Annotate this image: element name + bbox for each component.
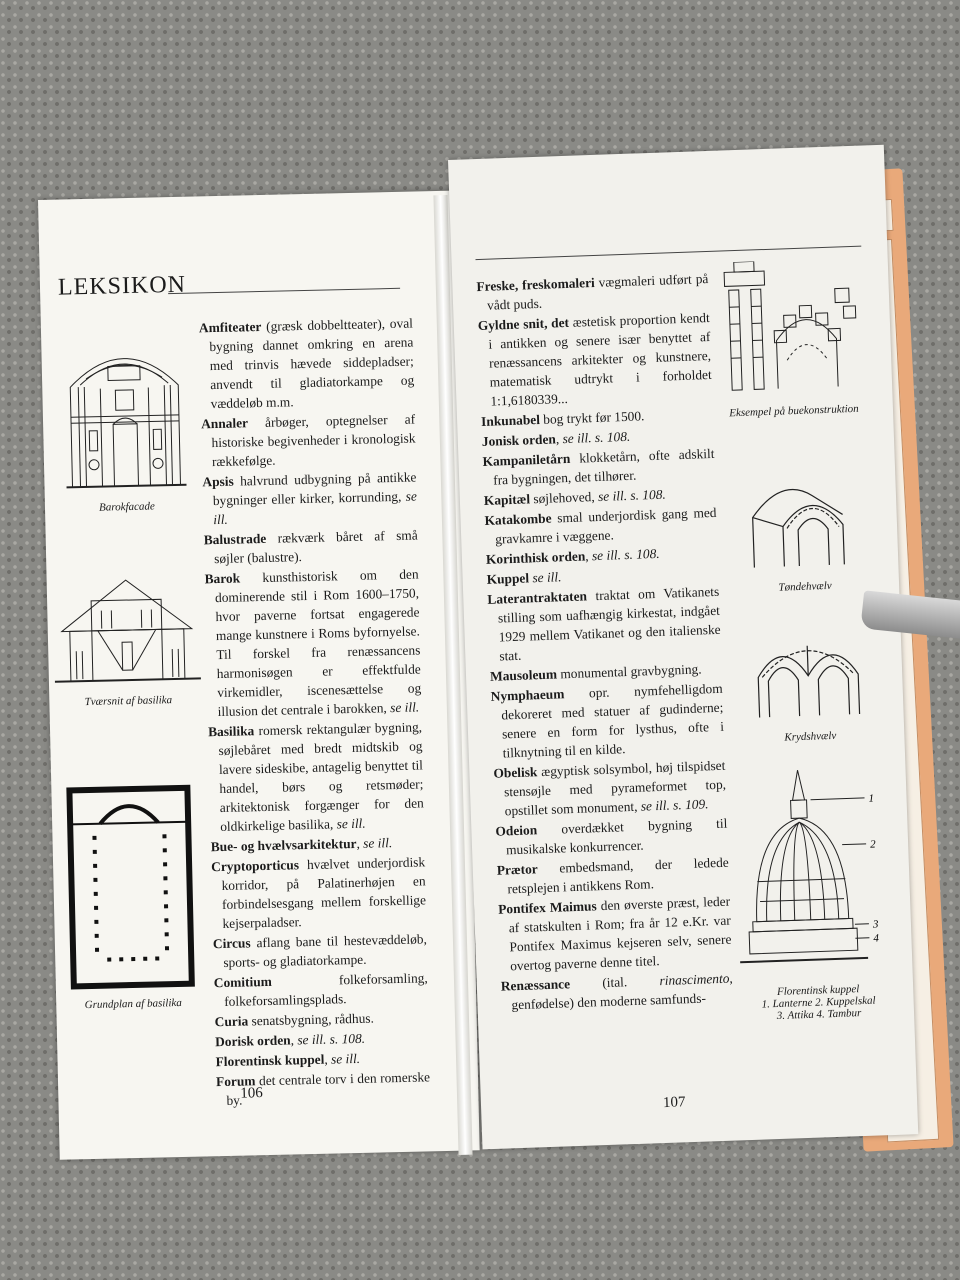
page-number-left: 106 <box>240 1085 264 1102</box>
figure-basilika-grundplan <box>63 782 198 1012</box>
toendehvaelv-illustration <box>741 464 865 578</box>
entry-inkunabel: Inkunabel bog trykt før 1500. <box>480 408 645 429</box>
figure-florentinsk-kuppel <box>731 757 898 1023</box>
entry-forum: Forum det centrale torv i den romerske by. <box>215 1069 431 1108</box>
legend-florentinsk-kuppel-2: 3. Attika 4. Tambur <box>776 1007 862 1023</box>
figure-toendehvaelv <box>741 464 865 595</box>
caption-barokfacade: Barokfacade <box>98 500 156 514</box>
right-entries <box>476 269 734 1016</box>
entry-comitium: Comitium folkeforsamling, folkeforsamlingsplads. <box>213 970 428 1009</box>
entry-nymphaeum: Nymphaeum opr. nymfehelligdom dekoreret med statuer af gudinderne; senere en form for lysthus, ofte i tilknytning til en kilde. <box>490 680 725 761</box>
page-heading: LEKSIKON <box>57 271 187 301</box>
florentinsk-kuppel-illustration <box>731 757 897 982</box>
callout-1: 1 <box>868 792 875 805</box>
entry-obelisk: Obelisk ægyptisk solsymbol, høj tilspidset stensøjle med pyrameformet top, opstillet som monument, se ill. s. 109. <box>493 757 727 819</box>
caption-buekonstruktion: Eksempel på buekonstruktion <box>729 402 859 420</box>
entry-florentinsk-kuppel: Florentinsk kuppel, se ill. <box>215 1050 361 1070</box>
heading-rule-right <box>475 246 861 260</box>
callout-4: 4 <box>873 932 880 945</box>
buekonstruktion-illustration <box>714 258 869 403</box>
entry-katakombe: Katakombe smal underjordisk gang med gravkamre i væggene. <box>484 504 717 547</box>
entry-mausoleum: Mausoleum monumental gravbygning. <box>489 661 702 684</box>
entry-renaessance: Renæssance (ital. rinascimento, genfødelse) den moderne samfunds- <box>500 970 733 1013</box>
entry-kuppel: Kuppel se ill. <box>486 569 562 587</box>
callout-3: 3 <box>872 918 879 931</box>
caption-krydshvaelv: Krydshvælv <box>784 729 837 744</box>
heading-rule <box>168 288 400 294</box>
entry-kapitael: Kapitæl søjlehoved, se ill. s. 108. <box>483 486 666 508</box>
entry-cryptoporticus: Cryptoporticus hvælvet underjordisk korridor, på Palatinerhøjen en forbindelsesgang mellem forskellige kejserpaladser. <box>211 854 427 931</box>
entry-curia: Curia senatsbygning, rådhus. <box>214 1010 375 1030</box>
entry-pontifex: Pontifex Maimus den øverste præst, leder af statskulten i Rom; fra år 12 e.Kr. var Pontifex Maximus kejseren selv, senere overtog paverne denne titel. <box>497 893 732 974</box>
entry-circus: Circus aflang bane til hestevæddeløb, sports- og gladiatorkampe. <box>212 931 428 970</box>
figure-barokfacade <box>59 325 191 515</box>
entry-basilika: Basilika romersk rektangulær bygning, søjlebåret med bredt midtskib og lavere sideskibe, antagelig benyttet til handel, børs og retsmøder; arkitektonisk forgænger for den oldkirkelige basilika, se ill. <box>207 719 424 835</box>
caption-basilika-grundplan: Grundplan af basilika <box>84 996 182 1012</box>
entry-amfiteater: Amfiteater (græsk dobbeltteater), oval bygning dannet omkring en arena med trinvis hævede siddepladser; anvendt til gladiatorkampe og væddeløb m.m. <box>198 315 415 412</box>
entry-praetor: Prætor embedsmand, der ledede retsplejen i antikkens Rom. <box>496 854 729 897</box>
legend-florentinsk-kuppel-1: 1. Lanterne 2. Kuppelskal <box>761 994 876 1011</box>
caption-basilika-tvaersnit: Tværsnit af basilika <box>84 694 173 709</box>
entry-gyldne-snit: Gyldne snit, det æstetisk proportion kendt i antikken og senere især benyttet af renæssancens arkitekter og kunstnere, matematisk udtrykt i forholdet 1:1,6180339... <box>477 309 712 409</box>
left-entries <box>199 314 431 1112</box>
left-page <box>38 190 480 1159</box>
entry-dorisk-orden: Dorisk orden, se ill. s. 108. <box>214 1030 366 1050</box>
right-page <box>448 145 918 1150</box>
callout-2: 2 <box>869 838 876 851</box>
caption-florentinsk-kuppel: Florentinsk kuppel <box>776 983 860 999</box>
entry-odeion: Odeion overdækket bygning til musikalske konkurrencer. <box>495 815 728 858</box>
entry-laterantraktaten: Laterantraktaten traktat om Vatikanets stilling som uafhængig kirkestat, indgået 1929 mellem Vatikanet og den italienske stat. <box>487 583 721 664</box>
entry-balustrade: Balustrade rækværk båret af små søjler (balustre). <box>203 527 418 567</box>
krydshvaelv-illustration <box>746 614 870 728</box>
basilika-grundplan-illustration <box>63 782 198 995</box>
entry-jonisk-orden: Jonisk orden, se ill. s. 108. <box>481 428 631 449</box>
entry-bue-hvaelv: Bue- og hvælvsarkitektur, se ill. <box>210 835 393 855</box>
entry-freske: Freske, freskomaleri vægmaleri udført på vådt puds. <box>476 270 709 313</box>
figure-buekonstruktion <box>714 258 869 420</box>
entry-korinthisk-orden: Korinthisk orden, se ill. s. 108. <box>485 545 660 567</box>
entry-apsis: Apsis halvrund udbygning på antikke bygninger eller kirker, korrunding, se ill. <box>202 469 417 528</box>
basilika-tvaersnit-illustration <box>50 568 203 691</box>
barokfacade-illustration <box>59 325 191 498</box>
caption-toendehvaelv: Tøndehvælv <box>778 579 832 594</box>
page-number-right: 107 <box>662 1094 686 1112</box>
entry-barok: Barok kunsthistorisk om den dominerende stil i Rom 1600–1750, hvor paverne fortsat engagerede mange kunstnere i Roms byfornyelse. Til forskel fra renæssancens harmonisøgen er effektfulde virkemidler, iscenesættelse og illusion det centrale i barokken, se ill. <box>204 566 422 720</box>
figure-krydshvaelv <box>746 614 870 745</box>
entry-kampaniletaarn: Kampaniletårn klokketårn, ofte adskilt fra bygningen, det tilhører. <box>482 445 715 488</box>
entry-annaler: Annaler årbøger, optegnelser af historiske begivenheder i kronologisk rækkefølge. <box>200 411 416 470</box>
figure-basilika-tvaersnit <box>50 568 203 708</box>
